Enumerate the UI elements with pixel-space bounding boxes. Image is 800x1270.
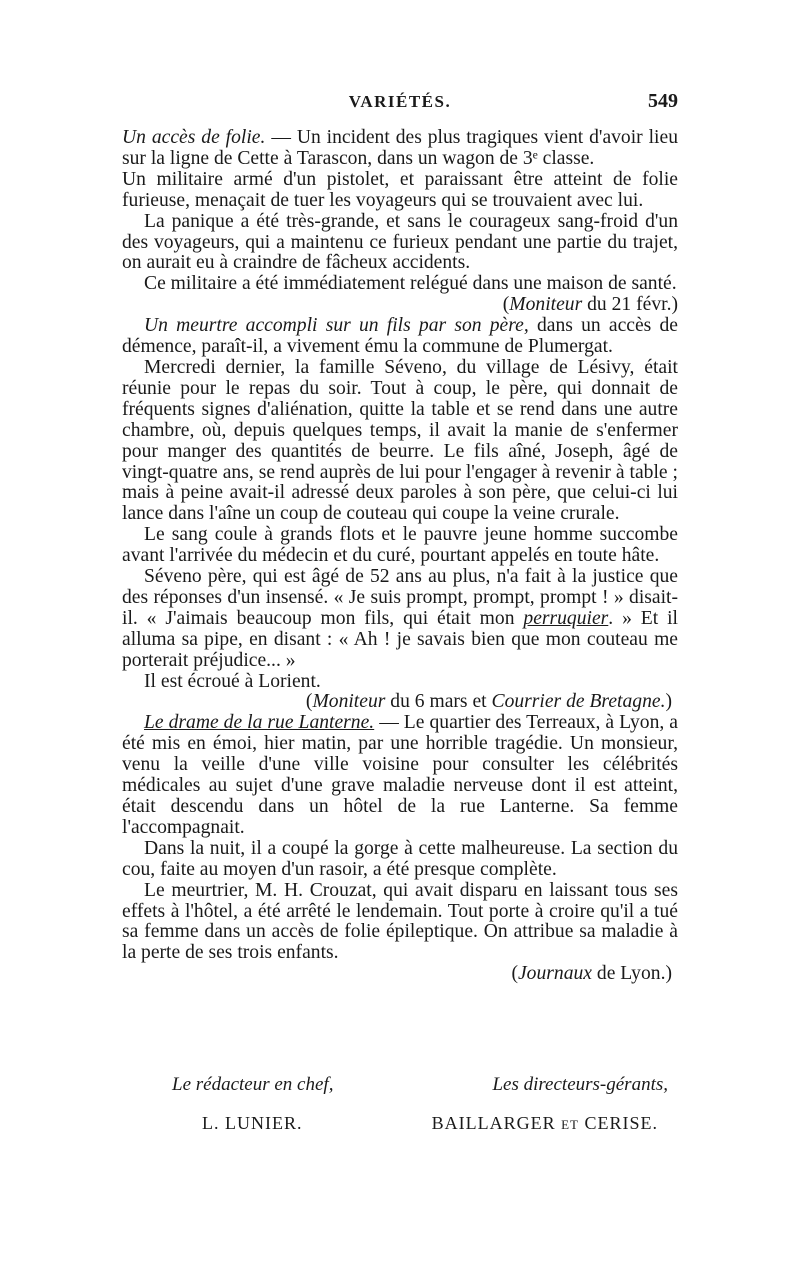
source-rest: de Lyon.) <box>592 963 672 985</box>
article-3-paragraph-2: Dans la nuit, il a coupé la gorge à cette malheureuse. La section du cou, faite au moyen d'un rasoir, a été presque complète. <box>122 837 678 880</box>
article-2-emphasis: perruquier <box>523 607 609 629</box>
article-1-paragraph-2: Un militaire armé d'un pistolet, et paraissant être atteint de folie furieuse, menaçait de tuer les voyageurs qui se trouvaient avec lui. <box>122 168 678 211</box>
editor-title: Le rédacteur en chef, <box>172 1074 334 1095</box>
signature-titles <box>122 1072 678 1098</box>
running-head: VARIÉTÉS. <box>348 92 452 111</box>
article-1-paragraph-1 <box>122 128 678 170</box>
directors-title: Les directeurs-gérants, <box>492 1074 668 1095</box>
article-2-paragraph-3: Le sang coule à grands flots et le pauvre jeune homme succombe avant l'arrivée du médecin et du curé, pourtant appelés en toute hâte. <box>122 524 678 567</box>
article-1-paragraph-3: La panique a été très-grande, et sans le courageux sang-froid d'un des voyageurs, qui a maintenu ce furieux pendant une partie du trajet, on aurait eu à craindre de fâcheux accidents. <box>122 210 678 274</box>
directors-names <box>432 1110 658 1138</box>
article-2-paragraph-1 <box>122 316 678 358</box>
article-1-text: — Un incident des plus tragiques vient d'avoir lieu sur la ligne de Cette à Tarascon, dans un wagon de 3ᵉ classe. <box>122 127 678 169</box>
article-2-paragraph-2: Mercredi dernier, la famille Séveno, du village de Lésivy, était réunie pour le repas du soir. Tout à coup, le père, qui donnait de fréquents signes d'aliénation, quitte la table et se rend dans une autre chambre, où, depuis quelques temps, il avait la manie de s'enfermer pour manger des quantités de beurre. Le fils aîné, Joseph, âgé de vingt-quatre ans, se rend auprès de lui pour l'engager à revenir à table ; mais à peine avait-il adressé deux paroles à son père, que celui-ci lui lance dans l'aîne un coup de couteau qui coupe la veine crurale. <box>122 356 678 525</box>
source-mid: du 6 mars et <box>385 691 492 713</box>
article-2-text-1: dans un accès de démence, paraît-il, a vivement ému la commune de Plumergat. <box>122 315 678 358</box>
article-1-title: Un accès de folie. <box>122 127 266 148</box>
director-name-1: BAILLARGER <box>431 1113 562 1133</box>
source-journal-2: Courrier de Bretagne. <box>491 691 666 713</box>
article-2-source: (Moniteur du 6 mars et Courrier de Bretagne.) <box>305 691 672 713</box>
signature-block <box>122 1072 678 1138</box>
source-journal-3: Journaux <box>517 963 592 985</box>
source-journal-1: Moniteur <box>312 691 386 713</box>
article-2-paragraph-4 <box>122 567 678 672</box>
editor-name: L. LUNIER. <box>202 1113 303 1133</box>
article-2-text-4a: Séveno père, qui est âgé de 52 ans au plus, n'a fait à la justice que des réponses d'un insensé. « Je suis prompt, prompt, prompt ! » disait-il. « J'aimais beaucoup mon fils, qui était mon <box>122 566 678 629</box>
article-3-text-1: — Le quartier des Terreaux, à Lyon, a été mis en émoi, hier matin, par une horrible tragédie. Un monsieur, venu la veille d'une ville voisine pour consulter les célébrités médicales au sujet d'une grave maladie nerveuse dont il est atteint, était descendu dans un hôtel de la rue Lanterne. Sa femme l'accompagnait. <box>122 712 679 838</box>
article-2-text-4b: . » Et il alluma sa pipe, en disant : « Ah ! je savais bien que mon couteau me porterait préjudice... » <box>122 607 678 671</box>
article-3-paragraph-3: Le meurtrier, M. H. Crouzat, qui avait disparu en laissant tous ses effets à l'hôtel, a été arrêté le lendemain. Tout porte à croire qu'il a tué sa femme dans un accès de folie épileptique. On attribue sa maladie à la perte de ses trois enfants. <box>122 879 678 964</box>
article-1-paragraph-4 <box>122 273 678 316</box>
article-1-text-4: Ce militaire a été immédiatement relégué dans une maison de santé. <box>144 273 677 295</box>
article-3-title: Le drame de la rue Lanterne. <box>144 712 375 734</box>
article-2-paragraph-5: Il est écroué à Lorient. <box>144 670 321 692</box>
page-number: 549 <box>648 90 678 112</box>
source-end: ) <box>665 691 672 713</box>
conjunction: ET <box>561 1117 579 1132</box>
article-3-source: (Journaux de Lyon.) <box>511 963 672 985</box>
source-date: du 21 févr.) <box>582 294 678 316</box>
source-journal: Moniteur <box>509 294 583 316</box>
signature-names <box>122 1110 678 1138</box>
page-body <box>122 128 678 985</box>
article-1-source: (Moniteur du 21 févr.) <box>502 294 678 316</box>
article-3-paragraph-1 <box>122 713 678 838</box>
director-name-2: CERISE. <box>578 1113 658 1133</box>
page-header <box>122 92 678 120</box>
article-2-title: Un meurtre accompli sur un fils par son père, <box>144 315 529 337</box>
